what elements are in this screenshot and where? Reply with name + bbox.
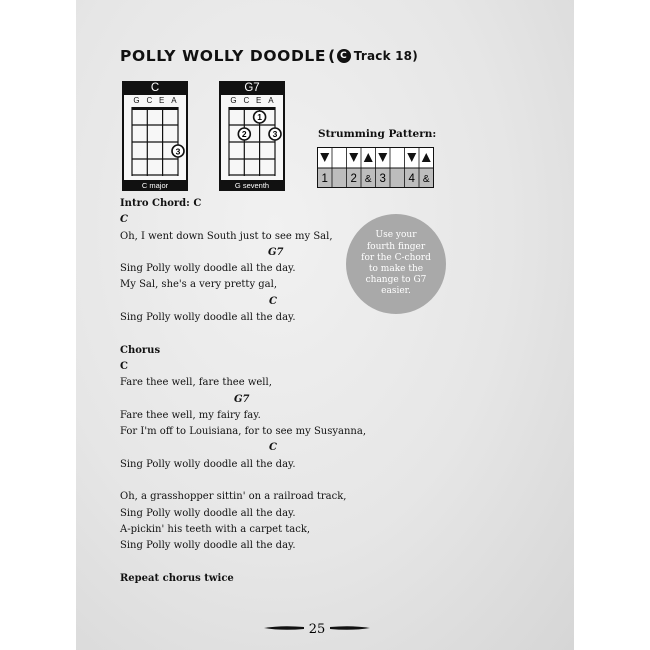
- finger-dot: [254, 111, 266, 123]
- tip-line: fourth finger: [366, 241, 426, 252]
- strum-count: &: [422, 174, 430, 185]
- finger-dot: [238, 128, 250, 140]
- page-number: 25: [308, 622, 326, 637]
- chord-line: [120, 245, 366, 261]
- chord-name: C: [122, 81, 188, 95]
- chord-caption: G seventh: [219, 180, 285, 191]
- strum-count: 1: [321, 173, 328, 185]
- lyric-line: Oh, I went down South just to see my Sal,: [120, 230, 333, 242]
- blank-line: [120, 555, 366, 571]
- lyric-line: Oh, a grasshopper sittin' on a railroad track,: [120, 491, 347, 503]
- lyric-line: For I'm off to Louisiana, for to see my Susyanna,: [120, 426, 367, 438]
- tip-line: to make the: [368, 264, 424, 274]
- finger-dot: [172, 145, 184, 157]
- title-open-paren: (: [328, 47, 336, 65]
- strumming-pattern-title: Strumming Pattern:: [318, 128, 437, 140]
- chord-line: [120, 392, 366, 408]
- chord-box: [219, 95, 285, 180]
- cd-track-icon: C: [337, 49, 351, 63]
- chord-caption: C major: [122, 180, 188, 191]
- string-names: [221, 95, 283, 107]
- lyric-line: Sing Polly wolly doodle all the day.: [120, 312, 296, 324]
- string-name: G: [133, 96, 140, 105]
- strum-count: 4: [408, 173, 415, 185]
- svg-text:1: 1: [257, 112, 262, 122]
- svg-text:2: 2: [241, 129, 247, 139]
- chord-line: [120, 294, 366, 310]
- section-heading: Repeat chorus twice: [120, 572, 234, 584]
- string-names: [124, 95, 186, 107]
- page-footer: [262, 618, 372, 638]
- song-name: POLLY WOLLY DOODLE: [120, 47, 327, 65]
- string-name: A: [171, 96, 177, 105]
- tip-bubble: [346, 214, 446, 314]
- chord-diagram-c: [122, 81, 188, 191]
- chord-line: [120, 440, 366, 456]
- svg-text:3: 3: [175, 146, 181, 157]
- chord-symbol: G7: [234, 393, 250, 405]
- strum-count: 2: [350, 173, 357, 185]
- footer-ornament-left-icon: [264, 626, 304, 630]
- tip-line: easier.: [381, 286, 411, 297]
- lyric-line: Sing Polly wolly doodle all the day.: [120, 458, 296, 470]
- tip-line: Use your: [375, 230, 417, 241]
- chord-line: [120, 359, 366, 375]
- lyrics-block: [120, 196, 366, 587]
- footer-ornament-right-icon: [330, 626, 370, 630]
- lyric-line: Sing Polly wolly doodle all the day.: [120, 540, 296, 552]
- lyric-line: Sing Polly wolly doodle all the day.: [120, 263, 296, 275]
- lyric-line: A-pickin' his teeth with a carpet tack,: [120, 523, 311, 535]
- chord-symbol: C: [120, 214, 128, 226]
- chord-line: [120, 212, 366, 228]
- lyric-line: Sing Polly wolly doodle all the day.: [120, 507, 296, 519]
- blank-line: [120, 473, 366, 489]
- strum-count: &: [364, 174, 372, 185]
- lyric-line: Fare thee well, my fairy fay.: [120, 409, 261, 421]
- string-name: A: [268, 96, 274, 105]
- chord-box: [122, 95, 188, 180]
- section-heading: Chorus: [120, 344, 161, 356]
- song-title: [120, 47, 418, 65]
- chord-diagram-g7: [219, 81, 285, 191]
- chord-symbol: G7: [268, 246, 284, 258]
- fretboard: [221, 107, 283, 176]
- strumming-pattern: [317, 147, 435, 189]
- string-name: E: [256, 96, 262, 105]
- tip-line: change to G7: [365, 275, 427, 286]
- blank-line: [120, 326, 366, 342]
- chord-name: G7: [219, 81, 285, 95]
- track-label: Track 18): [353, 49, 418, 63]
- chord-symbol: C: [120, 360, 128, 372]
- finger-dot: [269, 128, 281, 140]
- string-name: E: [159, 96, 165, 105]
- lyric-line: My Sal, she's a very pretty gal,: [120, 279, 278, 291]
- lyric-line: Fare thee well, fare thee well,: [120, 377, 272, 389]
- fretboard: [124, 107, 186, 176]
- tip-line: for the C-chord: [361, 252, 431, 263]
- chord-symbol: C: [269, 442, 277, 454]
- string-name: C: [146, 96, 153, 105]
- strum-count: 3: [379, 173, 386, 185]
- svg-text:3: 3: [272, 129, 278, 139]
- section-heading: Intro Chord: C: [120, 198, 202, 209]
- string-name: C: [243, 96, 250, 105]
- chord-symbol: C: [269, 295, 277, 307]
- string-name: G: [230, 96, 237, 105]
